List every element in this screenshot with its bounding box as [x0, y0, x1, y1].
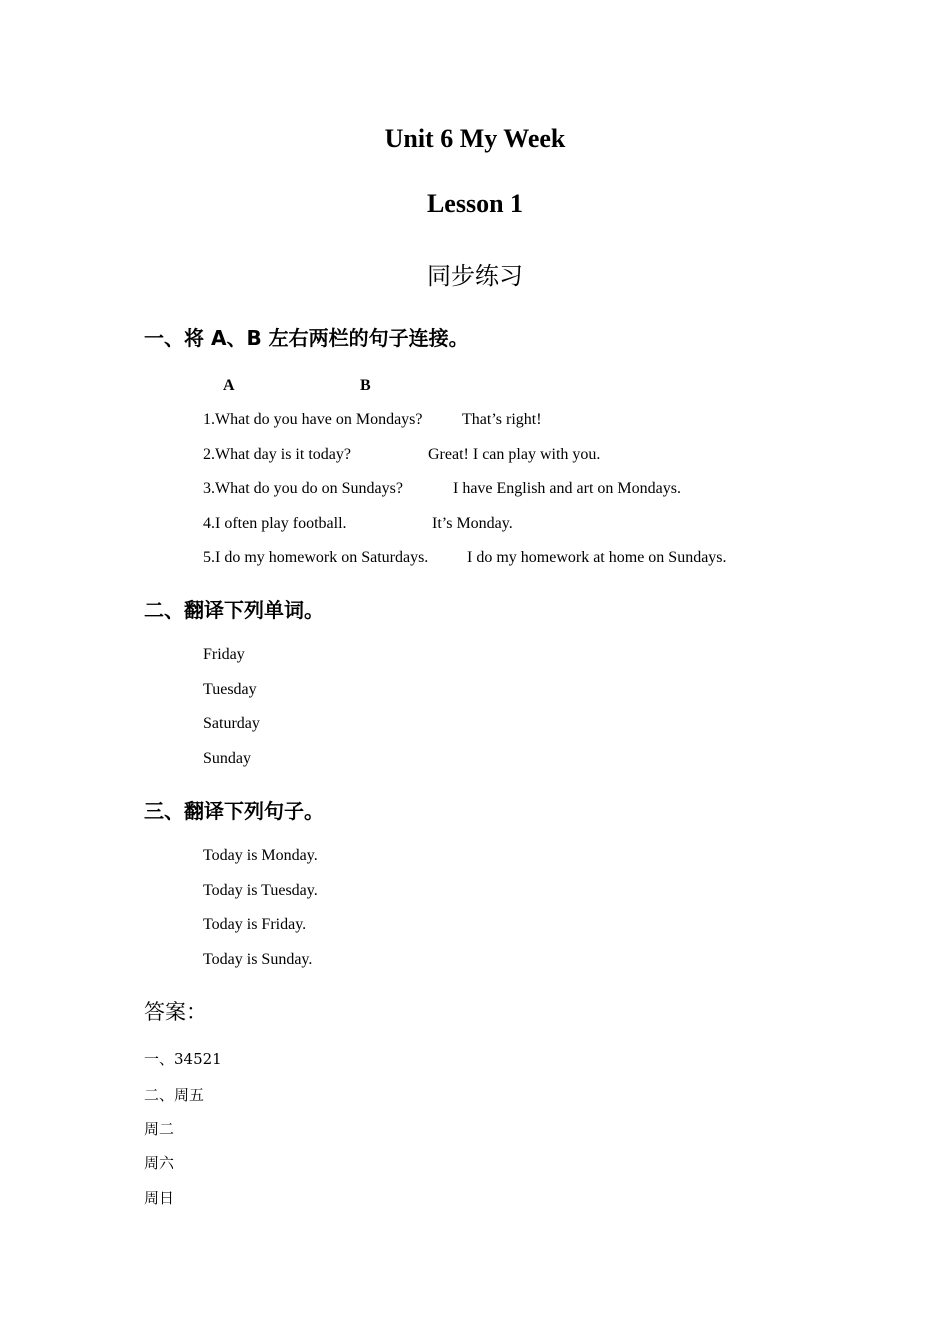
match-a-1: 1.What do you have on Mondays? [203, 411, 423, 428]
sentence-3: Today is Friday. [203, 916, 307, 933]
section3-title: 三、翻译下列句子。 [144, 799, 324, 823]
answer-line-4: 周六 [144, 1154, 175, 1172]
section2-title: 二、翻译下列单词。 [144, 598, 324, 622]
sentence-2: Today is Tuesday. [203, 882, 318, 899]
lesson-title: Lesson 1 [426, 189, 524, 218]
column-b-header: B [360, 377, 371, 394]
sentence-4: Today is Sunday. [203, 951, 313, 968]
match-b-5: I do my homework at home on Sundays. [467, 549, 727, 566]
answer-line-1: 一、34521 [144, 1050, 222, 1068]
word-3: Saturday [203, 715, 260, 732]
match-b-3: I have English and art on Mondays. [453, 480, 681, 497]
word-4: Sunday [203, 750, 251, 767]
answer-line-5: 周日 [144, 1189, 175, 1207]
word-2: Tuesday [203, 681, 257, 698]
unit-title: Unit 6 My Week [384, 124, 566, 153]
match-a-3: 3.What do you do on Sundays? [203, 480, 403, 497]
column-a-header: A [223, 377, 235, 394]
page-subtitle: 同步练习 [427, 262, 523, 290]
match-a-4: 4.I often play football. [203, 515, 347, 532]
answer-line-2: 二、周五 [144, 1086, 205, 1104]
sentence-1: Today is Monday. [203, 847, 318, 864]
match-b-4: It’s Monday. [432, 515, 513, 532]
match-b-2: Great! I can play with you. [428, 446, 601, 463]
match-a-2: 2.What day is it today? [203, 446, 351, 463]
section1-title: 一、将 A、B 左右两栏的句子连接。 [144, 326, 469, 350]
word-1: Friday [203, 646, 245, 663]
answer-line-3: 周二 [144, 1120, 175, 1138]
match-a-5: 5.I do my homework on Saturdays. [203, 549, 429, 566]
match-b-1: That’s right! [462, 411, 542, 428]
answers-title: 答案： [144, 1000, 207, 1024]
